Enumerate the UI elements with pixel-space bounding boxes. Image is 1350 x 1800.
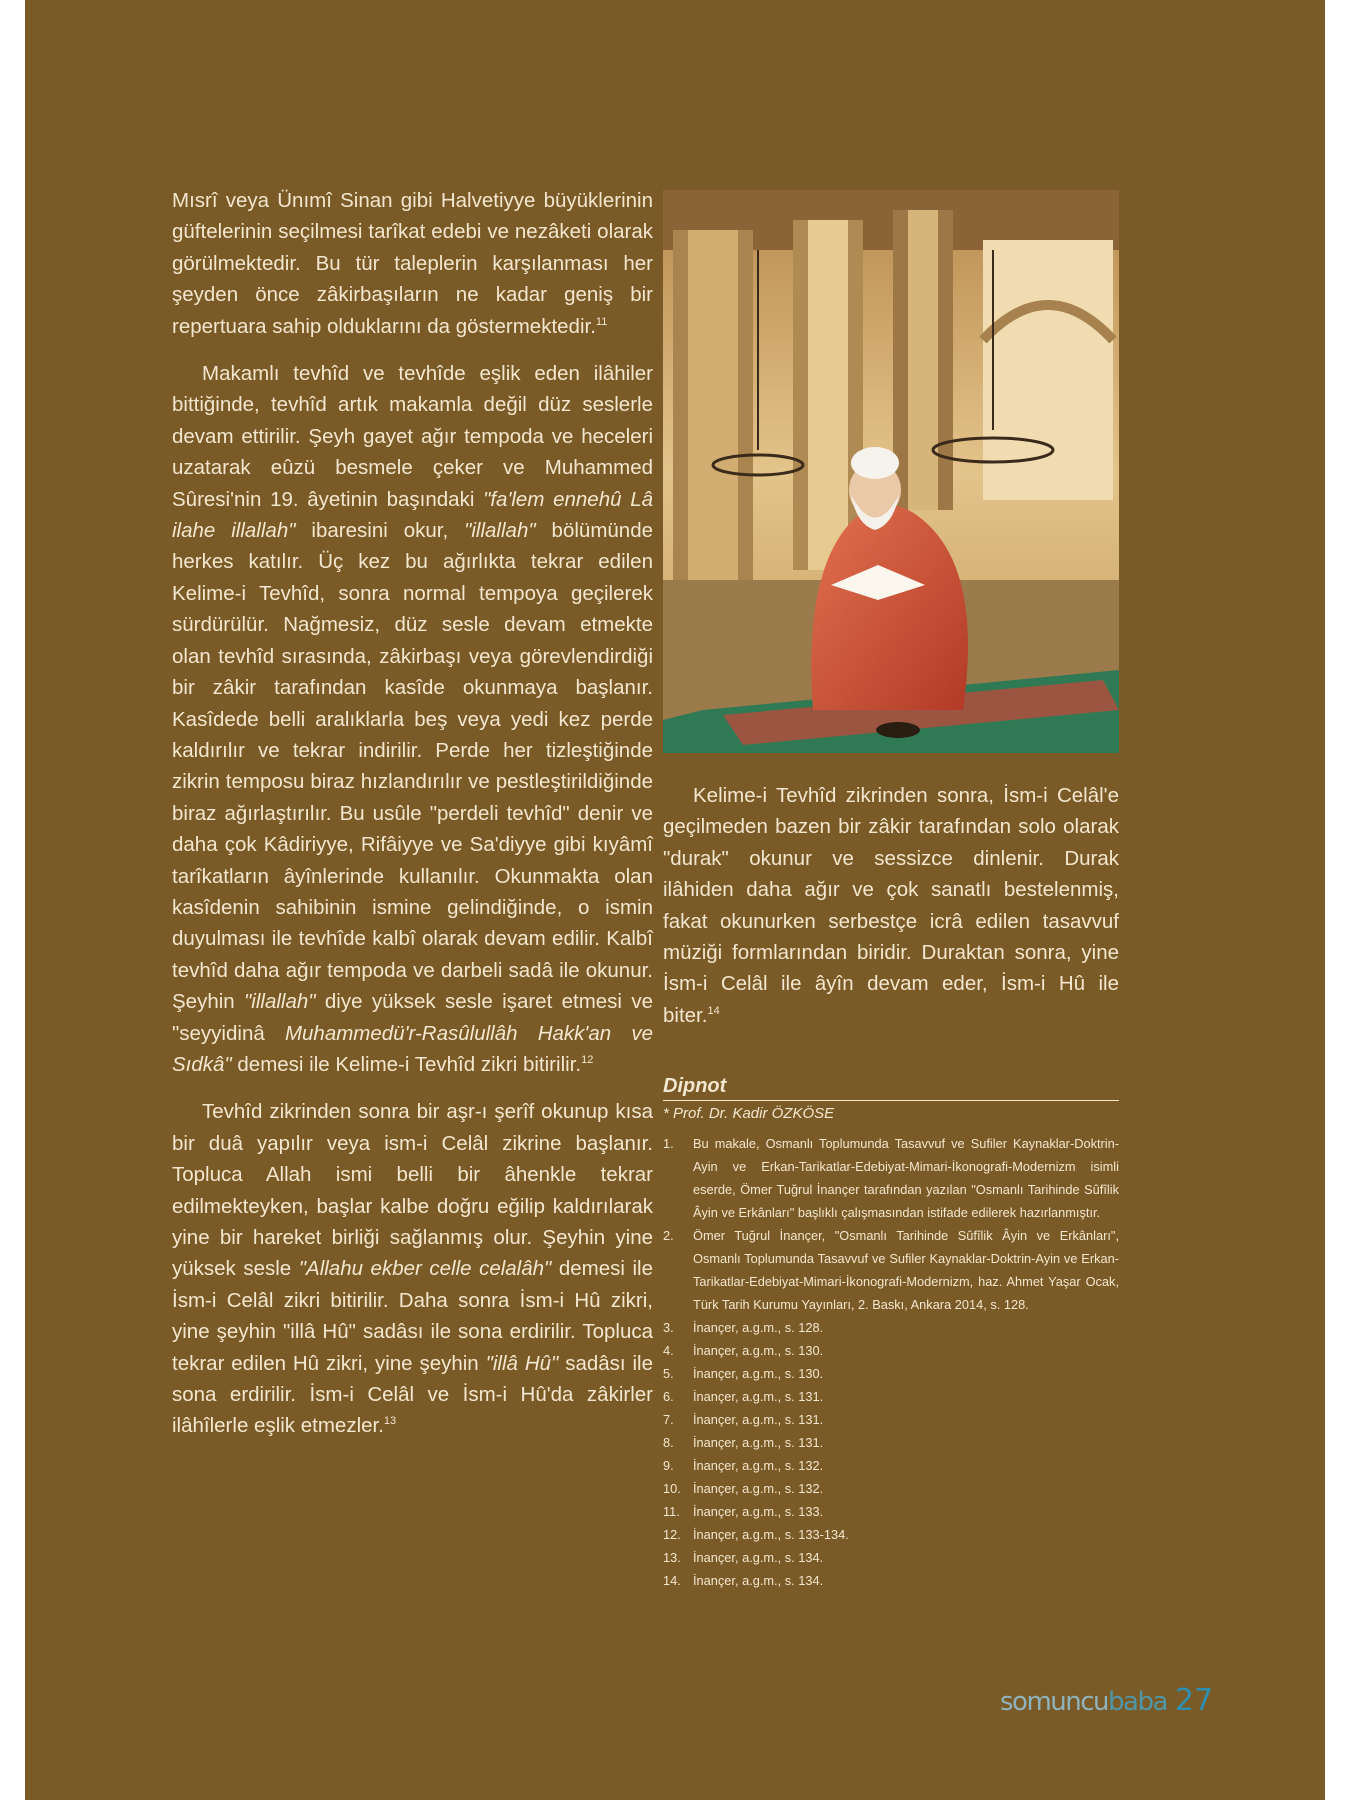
paragraph-text: ibaresini okur,: [295, 519, 465, 543]
footnote-item: [663, 1546, 1119, 1569]
footnote-item: [663, 1339, 1119, 1362]
paragraph: [172, 1096, 653, 1441]
paragraph-text: sadâsı ile sona erdirilir. İsm-i Celâl ve İsm-i Hû'da zâkirler ilâhîlerle eşlik etmezler.: [172, 1351, 653, 1438]
footnote-text: İnançer, a.g.m., s. 132.: [693, 1458, 824, 1473]
footnote-text: İnançer, a.g.m., s. 128.: [693, 1320, 824, 1335]
footnote-number: 8.: [663, 1435, 674, 1450]
footnote-number: 2.: [663, 1228, 674, 1243]
footnote-number: 14.: [663, 1573, 681, 1588]
footnotes-section: [663, 1075, 1119, 1592]
footnote-text: İnançer, a.g.m., s. 130.: [693, 1343, 824, 1358]
footer-brand: [1000, 1683, 1213, 1723]
footnotes-author: * Prof. Dr. Kadir ÖZKÖSE: [663, 1105, 835, 1122]
italic-quote: Muhammedü'r-Rasûlullâh Hakk'an ve Sıdkâ": [172, 1021, 653, 1076]
footnote-text: Bu makale, Osmanlı Toplumunda Tasavvuf ve Sufiler Kaynaklar-Doktrin-Ayin ve Erkan-Tarikatlar-Edebiyat-Mimari-İkonografi-Modernizm isimli eserde, Ömer Tuğrul İnançer tarafından yazılan "Osmanlı Tarihinde Sûfîlik Âyin ve Erkânları" başlıklı çalışmasından istifade edilerek hazırlanmıştır.: [693, 1136, 1119, 1220]
footnote-ref[interactable]: 11: [595, 315, 608, 328]
footnote-text: İnançer, a.g.m., s. 134.: [693, 1550, 824, 1565]
paragraph-text: diye yüksek sesle işaret etmesi ve "seyyidinâ: [172, 990, 653, 1045]
footnote-text: İnançer, a.g.m., s. 131.: [693, 1435, 824, 1450]
footnote-number: 11.: [663, 1504, 680, 1519]
footnote-text: İnançer, a.g.m., s. 131.: [693, 1412, 824, 1427]
magazine-page: [25, 0, 1325, 1800]
brand-logo-part2: baba: [1108, 1687, 1167, 1717]
paragraph-text: Tevhîd zikrinden sonra bir aşr-ı şerîf okunup kısa bir duâ yapılır veya ism-i Celâl zikrine başlanır. Topluca Allah ismi belli bir âhenkle tekrar edilmekteyken, başlar kalbe doğru eğilip kaldırılarak yine bir hareket birliği sağlanmış olur. Şeyhin yine yüksek sesle: [172, 1100, 653, 1281]
footnote-item: [663, 1500, 1119, 1523]
footnote-number: 10.: [663, 1481, 681, 1496]
footnote-ref[interactable]: 12: [581, 1054, 594, 1067]
paragraph: [663, 780, 1119, 1031]
footnote-item: [663, 1224, 1119, 1316]
footnote-text: İnançer, a.g.m., s. 133.: [693, 1504, 824, 1519]
paragraph: [172, 358, 653, 1080]
footnote-number: 9.: [663, 1458, 674, 1473]
paragraph-text: Mısrî veya Ünımî Sinan gibi Halvetiyye büyüklerinin güftelerinin seçilmesi tarîkat edebi ve nezâketi olarak görülmektedir. Bu tür taleplerin karşılanması her şeyden önce zâkirbaşıların ne kadar geniş bir repertuara sahip olduklarını da göstermektedir.: [172, 189, 653, 338]
footnote-ref[interactable]: 14: [707, 1005, 720, 1018]
footnote-number: 1.: [663, 1136, 674, 1151]
footnote-number: 12.: [663, 1527, 681, 1542]
footnote-item: [663, 1454, 1119, 1477]
footnote-item: [663, 1431, 1119, 1454]
left-text-column: [172, 185, 653, 1458]
footnote-item: [663, 1385, 1119, 1408]
footnote-text: İnançer, a.g.m., s. 134.: [693, 1573, 824, 1588]
footnote-item: [663, 1132, 1119, 1224]
paragraph-text: demesi ile Kelime-i Tevhîd zikri bitirilir.: [231, 1052, 582, 1076]
paragraph-text: Makamlı tevhîd ve tevhîde eşlik eden ilâhiler bittiğinde, tevhîd artık makamla değil düz seslerle devam ettirilir. Şeyh gayet ağır tempoda ve heceleri uzatarak eûzü besmele çeker ve Muhammed Sûresi'nin 19. âyetinin başındaki: [172, 362, 653, 511]
footnotes-heading: Dipnot: [663, 1075, 1119, 1101]
footnote-item: [663, 1569, 1119, 1592]
footnote-item: [663, 1477, 1119, 1500]
footnote-number: 3.: [663, 1320, 674, 1335]
footnote-number: 4.: [663, 1343, 674, 1358]
footnotes-list: [663, 1132, 1119, 1592]
page-number: 27: [1174, 1683, 1214, 1718]
italic-quote: "illallah": [464, 519, 536, 543]
footnote-number: 6.: [663, 1389, 674, 1404]
italic-quote: "illâ Hû": [485, 1351, 559, 1375]
footnote-item: [663, 1523, 1119, 1546]
paragraph-text: Kelime-i Tevhîd zikrinden sonra, İsm-i Celâl'e geçilmeden bazen bir zâkir tarafından solo olarak "durak" okunur ve sessizce dinlenir. Durak ilâhiden daha ağır ve çok sanatlı bestelenmiş, fakat okunurken serbestçe icrâ edilen tasavvuf müziği formlarından biridir. Duraktan sonra, yine İsm-i Celâl ile âyîn devam eder, İsm-i Hû ile biter.: [663, 784, 1119, 1027]
footnote-item: [663, 1316, 1119, 1339]
italic-quote: "fa'lem ennehû Lâ ilahe illallah": [172, 487, 653, 543]
footnote-item: [663, 1362, 1119, 1385]
footnote-item: [663, 1408, 1119, 1431]
brand-logo-part1: somuncu: [1000, 1687, 1109, 1717]
paragraph-text: bölümünde herkes katılır. Üç kez bu ağırlıkta tekrar edilen Kelime-i Tevhîd, sonra normal tempoya geçilerek sürdürülür. Nağmesiz, düz sesle devam etmekte olan tevhîd sırasında, zâkirbaşı veya görevlendirdiği bir zâkir tarafından kasîde okunmaya başlanır. Kasîdede belli aralıklarla beş veya yedi kez perde kaldırılır ve tekrar indirilir. Perde her tizleştiğinde zikrin temposu biraz hızlandırılır ve pestleştirildiğinde biraz ağırlaştırılır. Bu usûle "perdeli tevhîd" denir ve daha çok Kâdiriyye, Rifâiyye ve Sa'diyye gibi kıyâmî tarîkatların âyînlerinde kullanılır. Okunmakta olan kasîdenin sahibinin ismine gelindiğinde, o ismin duyulması ile tevhîde kalbî olarak devam edilir. Kalbî tevhîd daha ağır tempoda ve darbeli sadâ ile okunur. Şeyhin: [172, 519, 653, 1014]
italic-quote: "Allahu ekber celle celalâh": [298, 1257, 552, 1281]
footnote-text: İnançer, a.g.m., s. 133-134.: [693, 1527, 849, 1542]
paragraph: [172, 185, 653, 342]
footnote-number: 13.: [663, 1550, 681, 1565]
right-text-column: [663, 780, 1119, 1031]
painting-illustration: [663, 190, 1119, 753]
footnote-number: 5.: [663, 1366, 674, 1381]
footnote-text: İnançer, a.g.m., s. 130.: [693, 1366, 824, 1381]
footnote-text: İnançer, a.g.m., s. 131.: [693, 1389, 824, 1404]
footnote-ref[interactable]: 13: [383, 1415, 397, 1428]
painting-svg: [663, 190, 1119, 753]
footnote-text: Ömer Tuğrul İnançer, "Osmanlı Tarihinde Sûfîlik Âyin ve Erkânları", Osmanlı Toplumunda Tasavvuf ve Sufiler Kaynaklar-Doktrin-Ayin ve Erkan-Tarikatlar-Edebiyat-Mimari-İkonografi-Modernizm, haz. Ahmet Yaşar Ocak, Türk Tarih Kurumu Yayınları, 2. Baskı, Ankara 2014, s. 128.: [693, 1228, 1119, 1312]
paragraph-text: demesi ile İsm-i Celâl zikri bitirilir. Daha sonra İsm-i Hû zikri, yine şeyhin "illâ Hû" sadâsı ile sona erdirilir. Topluca tekrar edilen Hû zikri, yine şeyhin: [172, 1257, 653, 1375]
italic-quote: "illallah": [244, 990, 316, 1014]
footnote-text: İnançer, a.g.m., s. 132.: [693, 1481, 824, 1496]
footnote-number: 7.: [663, 1412, 674, 1427]
